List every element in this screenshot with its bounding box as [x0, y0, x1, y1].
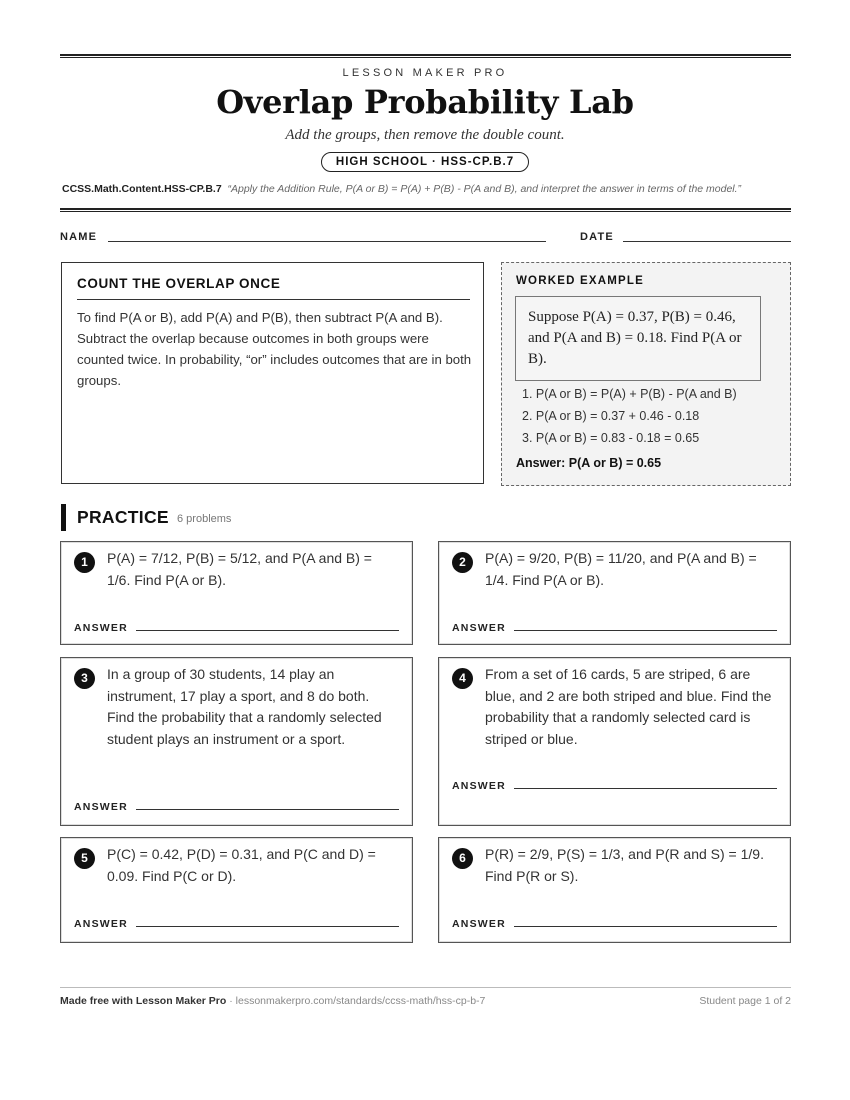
worked-example-step: 3. P(A or B) = 0.83 - 0.18 = 0.65	[522, 431, 700, 445]
standard-code: CCSS.Math.Content.HSS-CP.B.7	[62, 183, 222, 195]
answer-label: ANSWER	[452, 918, 506, 930]
date-field[interactable]	[623, 241, 791, 242]
header-bottom-rule	[60, 208, 791, 212]
practice-count: 6 problems	[177, 513, 232, 525]
problem-text: P(C) = 0.42, P(D) = 0.31, and P(C and D) = 0.09. Find P(C or D).	[107, 846, 376, 884]
worked-example-step: 1. P(A or B) = P(A) + P(B) - P(A and B)	[522, 387, 737, 401]
problem-text: In a group of 30 students, 14 play an instrument, 17 play a sport, and 8 do both. Find the probability that a randomly selected student plays an instrument or a sport.	[107, 666, 382, 747]
answer-field-1[interactable]	[136, 630, 399, 631]
problem-number: 5	[74, 848, 95, 869]
answer-label: ANSWER	[74, 801, 128, 813]
footer-rule	[60, 987, 791, 988]
standard-text: “Apply the Addition Rule, P(A or B) = P(A) + P(B) - P(A and B), and interpret the answer in terms of the model.”	[227, 183, 742, 195]
problem-card-6	[438, 837, 791, 943]
problem-number: 2	[452, 552, 473, 573]
footer-page-number: Student page 1 of 2	[699, 995, 791, 1007]
date-label: DATE	[580, 231, 614, 243]
answer-field-6[interactable]	[514, 926, 777, 927]
problem-text: P(A) = 7/12, P(B) = 5/12, and P(A and B) = 1/6. Find P(A or B).	[107, 550, 372, 588]
answer-field-4[interactable]	[514, 788, 777, 789]
answer-label: ANSWER	[74, 918, 128, 930]
problem-number: 1	[74, 552, 95, 573]
problem-card-5	[60, 837, 413, 943]
worked-example-answer: Answer: P(A or B) = 0.65	[516, 456, 662, 470]
problem-number: 3	[74, 668, 95, 689]
footer-made-with: Made free with Lesson Maker Pro	[60, 995, 227, 1007]
problem-card-4	[438, 657, 791, 826]
problem-card-2	[438, 541, 791, 645]
problem-text: P(A) = 9/20, P(B) = 11/20, and P(A and B) = 1/4. Find P(A or B).	[485, 550, 757, 588]
worked-example-box	[501, 262, 791, 486]
standard-line	[62, 183, 802, 195]
header-top-rule	[60, 54, 791, 58]
page-subtitle: Add the groups, then remove the double count.	[285, 127, 565, 143]
problem-text: P(R) = 2/9, P(S) = 1/3, and P(R and S) = 1/9. Find P(R or S).	[485, 846, 764, 884]
lesson-box	[61, 262, 484, 484]
practice-title: PRACTICE	[77, 507, 169, 527]
worked-example-heading: WORKED EXAMPLE	[516, 275, 644, 287]
answer-field-5[interactable]	[136, 926, 399, 927]
answer-field-3[interactable]	[136, 809, 399, 810]
answer-field-2[interactable]	[514, 630, 777, 631]
footer-url[interactable]: · lessonmakerpro.com/standards/ccss-math/hss-cp-b-7	[226, 995, 486, 1007]
level-badge-wrap	[0, 152, 850, 172]
footer-credit	[60, 995, 485, 1007]
brand-name: LESSON MAKER PRO	[342, 67, 508, 79]
answer-label: ANSWER	[452, 622, 506, 634]
lesson-body: To find P(A or B), add P(A) and P(B), then subtract P(A and B). Subtract the overlap because outcomes in both groups were counted twice. In probability, “or” includes outcomes that are in both groups.	[77, 310, 472, 388]
page-title: Overlap Probability Lab	[216, 83, 634, 121]
problem-card-3	[60, 657, 413, 826]
problem-number: 6	[452, 848, 473, 869]
answer-label: ANSWER	[452, 780, 506, 792]
worked-example-step: 2. P(A or B) = 0.37 + 0.46 - 0.18	[522, 409, 700, 423]
problem-card-1	[60, 541, 413, 645]
name-field[interactable]	[108, 241, 546, 242]
lesson-heading: COUNT THE OVERLAP ONCE	[77, 276, 281, 291]
lesson-heading-rule	[77, 299, 470, 300]
problem-text: From a set of 16 cards, 5 are striped, 6 are blue, and 2 are both striped and blue. Find the probability that a randomly selected card is striped or blue.	[485, 666, 772, 747]
answer-label: ANSWER	[74, 622, 128, 634]
worked-example-question: Suppose P(A) = 0.37, P(B) = 0.46, and P(A and B) = 0.18. Find P(A or B).	[515, 296, 761, 381]
level-badge: HIGH SCHOOL · HSS-CP.B.7	[321, 152, 529, 172]
practice-accent-bar	[61, 504, 66, 531]
name-label: NAME	[60, 231, 98, 243]
problem-number: 4	[452, 668, 473, 689]
